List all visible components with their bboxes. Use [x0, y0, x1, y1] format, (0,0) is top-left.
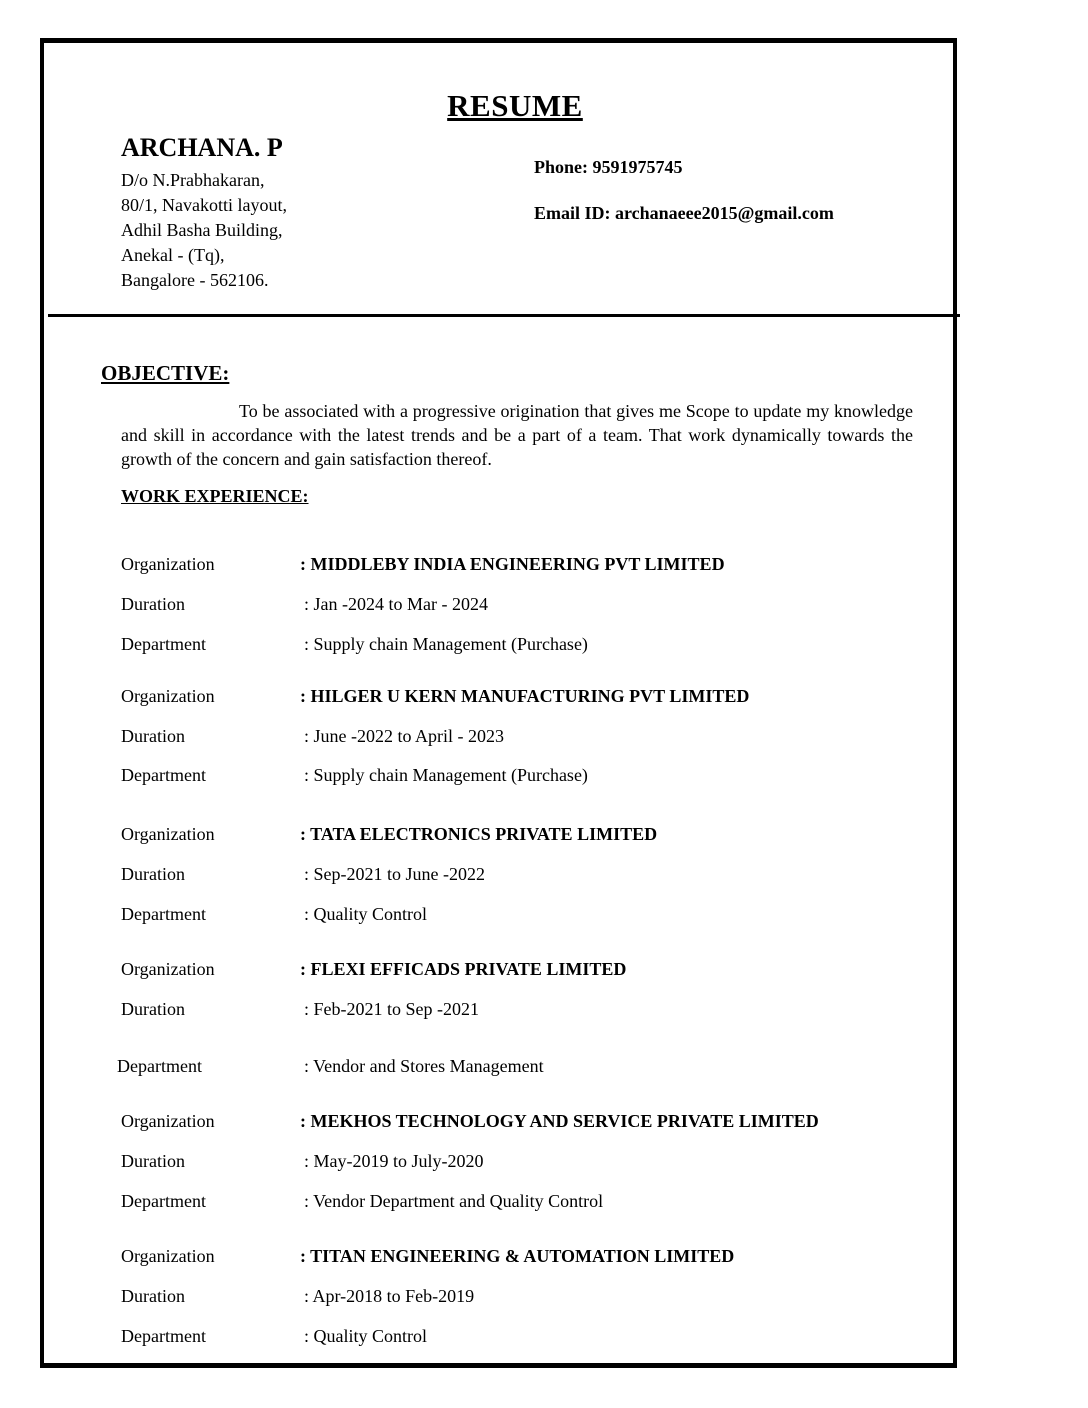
department-label: Department — [121, 765, 206, 785]
department-value: : Vendor and Stores Management — [304, 1056, 544, 1076]
duration-value: : June -2022 to April - 2023 — [304, 726, 504, 746]
organization-value: : MIDDLEBY INDIA ENGINEERING PVT LIMITED — [300, 554, 725, 574]
address-line: D/o N.Prabhakaran, — [121, 170, 265, 190]
organization-label: Organization — [121, 1111, 215, 1131]
department-label: Department — [121, 904, 206, 924]
duration-label: Duration — [121, 1151, 185, 1171]
resume-title: RESUME — [447, 88, 583, 123]
department-label: Department — [121, 1326, 206, 1346]
department-value: : Quality Control — [304, 1326, 427, 1346]
organization-value: : TATA ELECTRONICS PRIVATE LIMITED — [300, 824, 658, 844]
organization-label: Organization — [121, 554, 215, 574]
department-value: : Vendor Department and Quality Control — [304, 1191, 604, 1211]
address-line: Adhil Basha Building, — [121, 220, 283, 240]
duration-label: Duration — [121, 1286, 185, 1306]
organization-value: : HILGER U KERN MANUFACTURING PVT LIMITED — [300, 686, 750, 706]
department-label: Department — [121, 1191, 206, 1211]
department-value: : Supply chain Management (Purchase) — [304, 765, 588, 785]
duration-label: Duration — [121, 726, 185, 746]
duration-value: : Sep-2021 to June -2022 — [304, 864, 485, 884]
organization-value: : MEKHOS TECHNOLOGY AND SERVICE PRIVATE LIMITED — [300, 1111, 819, 1131]
organization-label: Organization — [121, 686, 215, 706]
duration-value: : Feb-2021 to Sep -2021 — [304, 999, 479, 1019]
department-label: Department — [121, 634, 206, 654]
department-label: Department — [117, 1056, 202, 1076]
department-value: : Supply chain Management (Purchase) — [304, 634, 588, 654]
duration-value: : Jan -2024 to Mar - 2024 — [304, 594, 488, 614]
duration-label: Duration — [121, 594, 185, 614]
email-text: Email ID: archanaeee2015@gmail.com — [534, 203, 834, 223]
duration-value: : May-2019 to July-2020 — [304, 1151, 484, 1171]
address-line: 80/1, Navakotti layout, — [121, 195, 287, 215]
objective-heading: OBJECTIVE: — [101, 361, 230, 385]
organization-value: : FLEXI EFFICADS PRIVATE LIMITED — [300, 959, 627, 979]
address-line: Anekal - (Tq), — [121, 245, 225, 265]
organization-value: : TITAN ENGINEERING & AUTOMATION LIMITED — [300, 1246, 735, 1266]
address-block — [121, 168, 287, 293]
phone-text: Phone: 9591975745 — [534, 157, 683, 177]
organization-label: Organization — [121, 1246, 215, 1266]
address-line: Bangalore - 562106. — [121, 270, 269, 290]
work-experience-heading: WORK EXPERIENCE: — [121, 486, 309, 506]
department-value: : Quality Control — [304, 904, 427, 924]
header-divider — [48, 314, 960, 317]
organization-label: Organization — [121, 959, 215, 979]
duration-label: Duration — [121, 864, 185, 884]
duration-value: : Apr-2018 to Feb-2019 — [304, 1286, 475, 1306]
organization-label: Organization — [121, 824, 215, 844]
duration-label: Duration — [121, 999, 185, 1019]
candidate-name: ARCHANA. P — [121, 133, 283, 162]
objective-text: To be associated with a progressive origination that gives me Scope to update my knowledge and skill in accordance with the latest trends and be a part of a team. That work dynamically towards the growth of the concern and gain satisfaction thereof. — [121, 401, 913, 469]
